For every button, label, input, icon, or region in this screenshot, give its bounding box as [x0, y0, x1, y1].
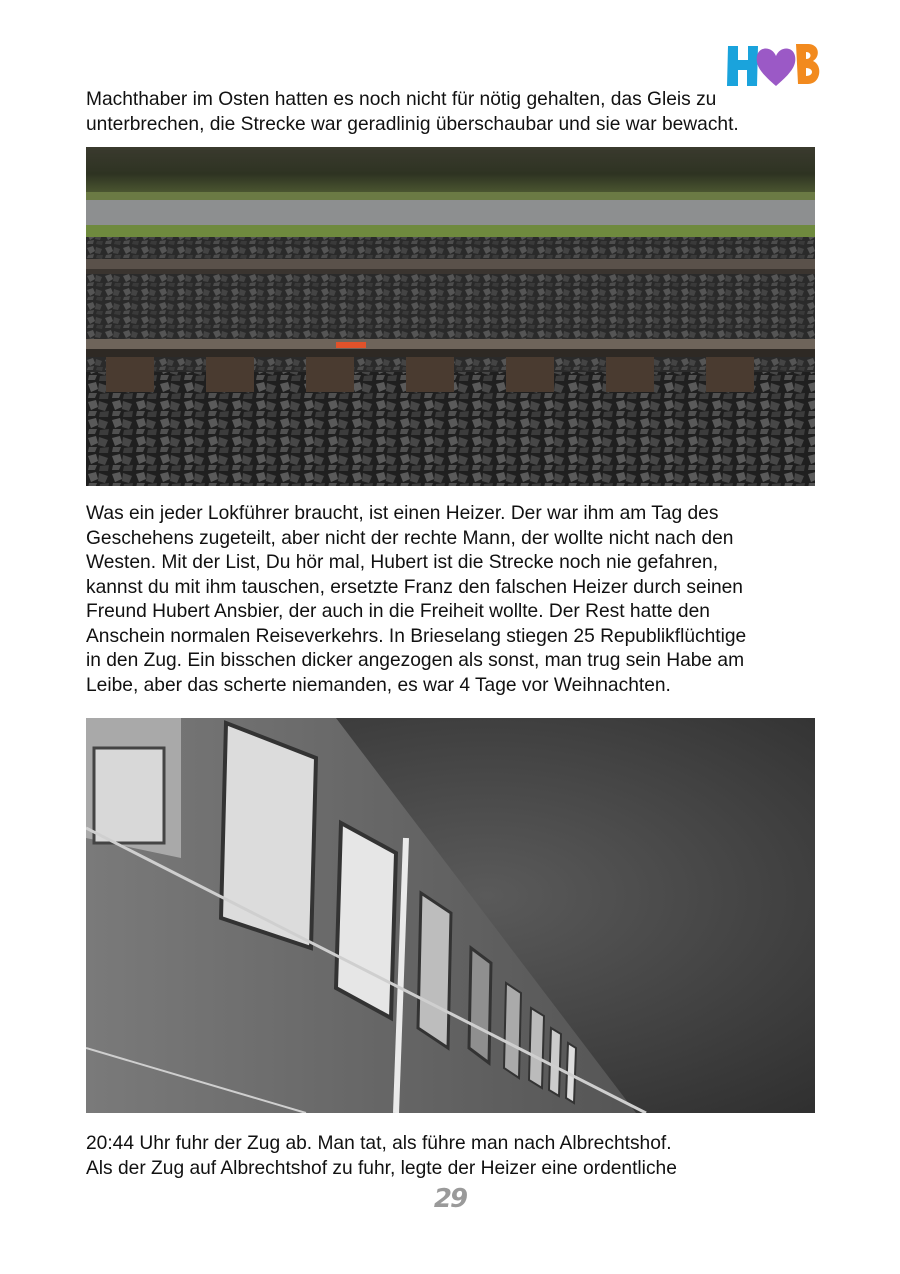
text-line: Leibe, aber das scherte niemanden, es war 4 Tage vor Weihnachten. — [86, 674, 671, 696]
page-number: 29 — [433, 1184, 467, 1214]
hvb-logo-icon — [724, 40, 824, 90]
text-line: Machthaber im Osten hatten es noch nicht für nötig gehalten, das Gleis zu — [86, 89, 717, 110]
text-line: unterbrechen, die Strecke war geradlinig überschaubar und sie war bewacht. — [86, 113, 739, 135]
main-paragraph — [86, 502, 821, 698]
text-line: Freund Hubert Ansbier, der auch in die Freiheit wollte. Der Rest hatte den — [86, 601, 710, 622]
intro-paragraph — [86, 88, 821, 137]
text-line: Was ein jeder Lokführer braucht, ist einen Heizer. Der war ihm am Tag des — [86, 503, 719, 524]
train-carriage-photo — [86, 718, 815, 1113]
railway-tracks-photo — [86, 147, 815, 486]
text-line: Anschein normalen Reiseverkehrs. In Brieselang stiegen 25 Republikflüchtige — [86, 625, 747, 647]
text-line: Als der Zug auf Albrechtshof zu fuhr, legte der Heizer eine ordentliche — [86, 1157, 677, 1179]
closing-paragraph — [86, 1132, 821, 1181]
text-line: Geschehens zugeteilt, aber nicht der rechte Mann, der wollte nicht nach den — [86, 527, 734, 549]
text-line: Westen. Mit der List, Du hör mal, Hubert ist die Strecke noch nie gefahren, — [86, 552, 719, 573]
text-line: in den Zug. Ein bisschen dicker angezogen als sonst, man trug sein Habe am — [86, 650, 745, 671]
text-line: 20:44 Uhr fuhr der Zug ab. Man tat, als führe man nach Albrechtshof. — [86, 1133, 672, 1154]
text-line: kannst du mit ihm tauschen, ersetzte Franz den falschen Heizer durch seinen — [86, 576, 743, 598]
